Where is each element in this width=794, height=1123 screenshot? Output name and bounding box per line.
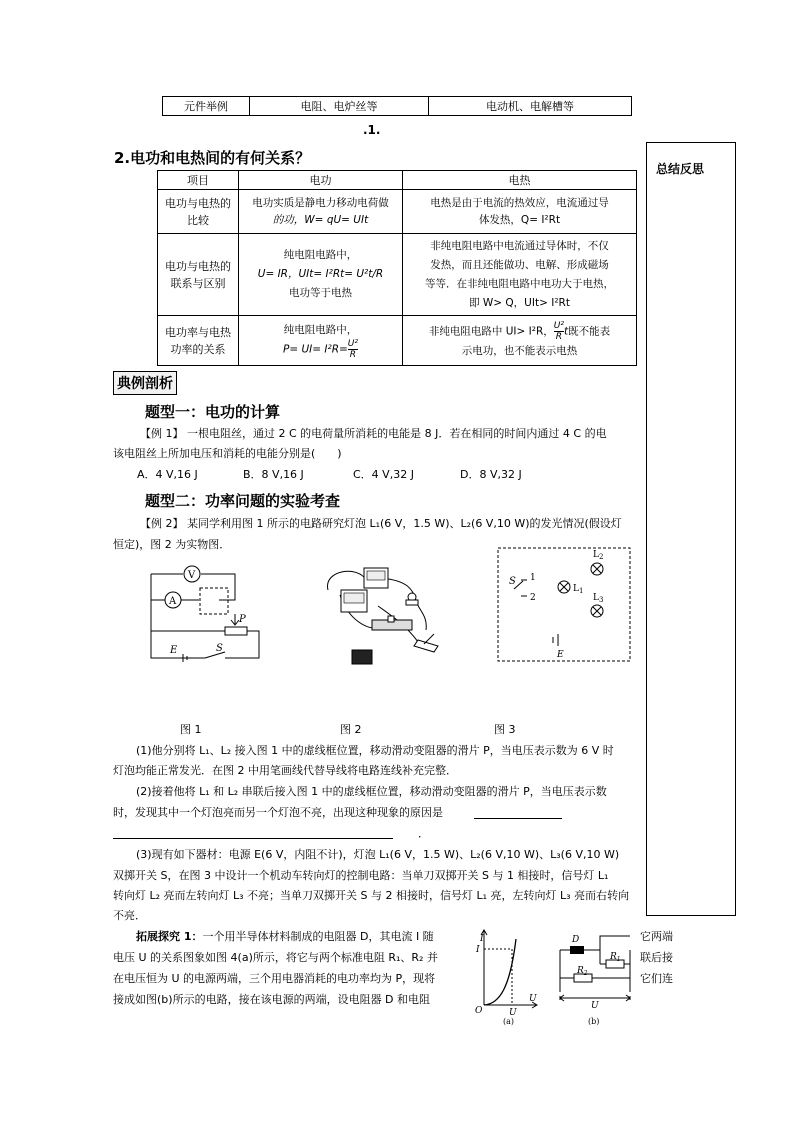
table-header: 电功 [239,171,403,190]
position-2-label: 2 [530,593,536,603]
cell-line: U= IR，UIt= I²Rt= U²t/R [257,268,384,280]
figure-4a-graph [470,927,542,1027]
extension-label: 拓展探究 1： [136,930,203,943]
figure-4b-caption: (b) [588,1017,600,1026]
cell-line: 功率的关系 [170,342,226,356]
lamp-3-subscript: 3 [598,596,604,604]
type2-title: 题型二：功率问题的实验考查 [145,492,341,510]
extension-line [136,927,434,947]
table-row [158,234,637,316]
fraction [554,321,564,342]
cell-line: 电功与电热的 [165,259,231,273]
cell-line: P= UI= I²R= [283,343,348,356]
summary-title: 总结反思 [656,162,705,176]
cell-line: 即 W> Q，UIt> I²Rt [469,296,570,309]
lamp-2-subscript: 2 [598,553,604,561]
figure-2-apparatus [318,560,448,670]
table-cell: 电动机、电解槽等 [429,97,632,116]
fraction-numerator: U² [347,339,358,349]
question-3-line: 双掷开关 S，在图 3 中设计一个机动车转向灯的控制电路：当单刀双掷开关 S 与 1 相接时，信号灯 L₁ [113,869,609,882]
answer-blank[interactable] [113,838,393,839]
table-row [158,190,637,234]
lamp-1-letter: L [573,584,579,594]
top-table [162,96,632,116]
figure-3-circuit [497,547,631,663]
cell-line: 非纯电阻电路中电流通过导体时，不仅 [430,239,609,252]
origin-label: O [475,1006,483,1016]
question-2-end: ． [418,827,429,840]
r1-label [609,952,621,963]
example1-line: 【例 1】 一根电阻丝，通过 2 C 的电荷量所消耗的电能是 8 J．若在相同的时间内通过 4 C 的电 [140,427,607,440]
extension-right: 联后接 [640,951,673,964]
r1-subscript: 1 [616,956,621,963]
option-a: A．4 V,16 J [137,468,198,481]
analysis-heading: 典例剖析 [113,371,177,395]
option-c: C．4 V,32 J [353,468,414,481]
relation-table [157,170,637,366]
fraction-t: t [563,325,569,338]
lamp-1-label [573,584,583,595]
section-title: 2.电功和电热间的有何关系？ [114,149,311,167]
cell-line: 纯电阻电路中， [283,249,358,261]
option-b: B．8 V,16 J [243,468,304,481]
example2-line: 【例 2】 某同学利用图 1 所示的电路研究灯泡 L₁(6 V，1.5 W)、L₂(6 V,10 W)的发光情况(假设灯 [140,517,622,530]
lamp-1-subscript: 1 [578,587,584,595]
cell-line: 电功等于电热 [289,287,352,299]
summary-box [646,142,736,916]
fraction-denominator: R [555,332,562,342]
d-label: D [572,935,580,945]
r1-letter: R [610,952,617,962]
question-3-line: (3)现有如下器材：电源 E(6 V，内阻不计)，灯泡 L₁(6 V，1.5 W)、L₂(6 V,10 W)、L₃(6 V,10 W) [136,848,620,861]
extension-right: 它两端 [640,930,673,943]
example2-line: 恒定)，图 2 为实物图． [113,538,231,551]
figure-2-caption: 图 2 [340,723,362,736]
source-label: E [170,645,178,656]
answer-blank[interactable] [474,818,562,819]
x-mark-label: U [509,1008,517,1018]
type1-title: 题型一：电功的计算 [145,403,281,421]
figure-1-caption: 图 1 [180,723,202,736]
extension-text: 一个用半导体材料制成的电阻器 D，其电流 I 随 [202,930,434,943]
u-label: U [591,1001,599,1011]
x-axis-label: U [529,994,537,1004]
r2-subscript: 2 [583,970,588,977]
extension-line: 电压 U 的关系图象如图 4(a)所示，将它与两个标准电阻 R₁、R₂ 并 [113,951,438,964]
lamp-2-letter: L [593,550,599,560]
table-row [158,316,637,366]
question-2-line: 时，发现其中一个灯泡亮而另一个灯泡不亮，出现这种现象的原因是 [113,806,443,819]
question-1-line: (1)他分别将 L₁、L₂ 接入图 1 中的虚线框位置，移动滑动变阻器的滑片 P，当电压表示数为 6 V 时 [136,744,614,757]
question-2-line: (2)接着他将 L₁ 和 L₂ 串联后接入图 1 中的虚线框位置，移动滑动变阻器的滑片 P，当电压表示数 [136,785,607,798]
y-mark-label: I [476,945,480,955]
extension-line: 接成如图(b)所示的电路，接在该电源的两端，设电阻器 D 和电阻 [113,993,431,1006]
fraction-denominator: R [349,350,357,360]
slider-label: P [239,614,246,625]
cell-line: 纯电阻电路中， [283,324,358,336]
page-marker: .1. [363,123,381,137]
extension-line: 在电压恒为 U 的电源两端，三个用电器消耗的电功率均为 P，现将 [113,972,436,985]
cell-line: 联系与区别 [170,276,226,290]
table-header: 项目 [158,171,239,190]
question-1-line: 灯泡均能正常发光．在图 2 中用笔画线代替导线将电路连线补充完整． [113,764,457,777]
option-d: D．8 V,32 J [460,468,522,481]
cell-line: 非纯电阻电路中 UI> I²R， [428,325,554,338]
y-axis-label: I [480,934,484,944]
cell-line: 电功实质是静电力移动电荷做 [252,196,389,209]
voltmeter-label: V [188,570,196,581]
cell-line: 比较 [187,213,209,227]
cell-line: 的功，W= qU= UIt [272,213,369,226]
lamp-3-letter: L [593,593,599,603]
source-label: E [557,650,564,660]
cell-line: 电功与电热的 [165,196,231,210]
position-1-label: 1 [530,573,536,583]
fraction [348,339,358,360]
extension-right: 它们连 [640,972,673,985]
lamp-3-label [593,593,603,604]
figure-3-caption: 图 3 [494,723,516,736]
fraction-numerator: U² [553,321,564,331]
r2-label [576,966,588,977]
cell-line: 既不能表 [568,325,611,338]
cell-line: 示电功，也不能表示电热 [461,345,578,357]
lamp-2-label [593,550,603,561]
cell-line: 等等．在非纯电阻电路中电功大于电热， [425,277,614,290]
figure-4b-circuit [556,930,636,1028]
table-header: 电热 [403,171,637,190]
cell-line: 体发热，Q= I²Rt [478,213,561,226]
r2-letter: R [577,966,584,976]
switch-label: S [509,576,516,587]
switch-label: S [216,643,223,654]
cell-line: 电热是由于电流的热效应，电流通过导 [430,196,609,209]
table-cell: 元件举例 [163,97,250,116]
figure-1-circuit [143,560,273,670]
cell-line: 电功率与电热 [165,325,231,339]
table-cell: 电阻、电炉丝等 [250,97,429,116]
figure-4a-caption: (a) [503,1017,515,1026]
example1-line: 该电阻丝上所加电压和消耗的电能分别是( ) [113,447,342,460]
question-3-line: 转向灯 L₂ 亮而左转向灯 L₃ 不亮；当单刀双掷开关 S 与 2 相接时，信号灯 L₁ 亮，左转向灯 L₃ 亮而右转向 [113,889,630,902]
ammeter-label: A [169,596,177,607]
cell-line: 发热，而且还能做功、电解、形成磁场 [430,258,609,271]
question-3-line: 不亮． [113,909,146,922]
